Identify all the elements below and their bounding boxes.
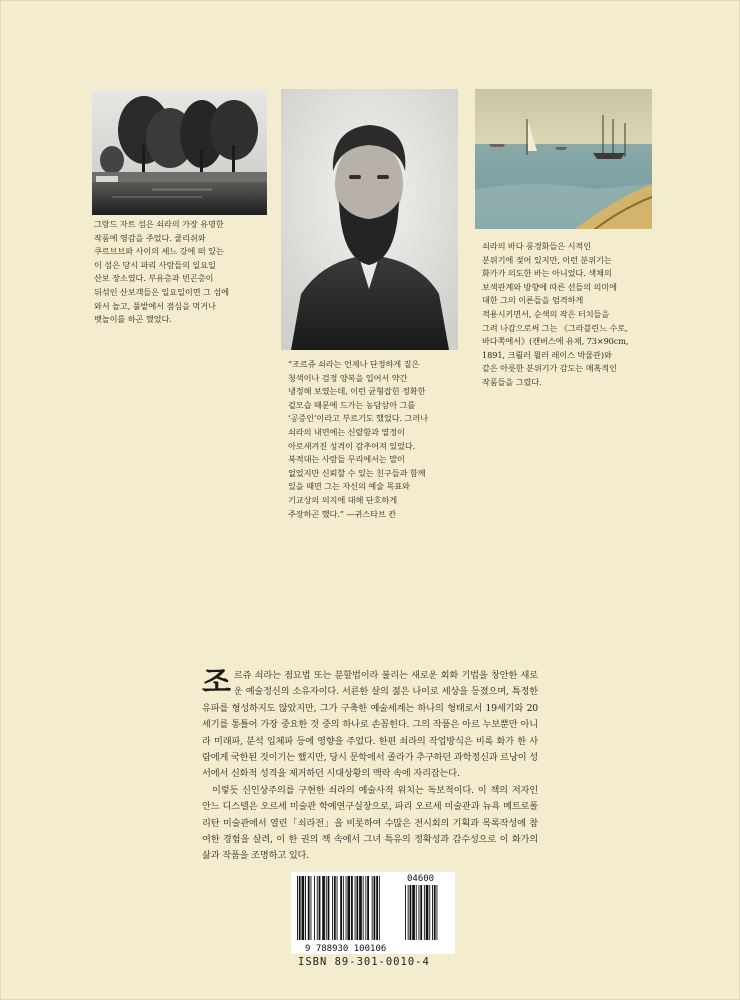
gravelines-painting xyxy=(475,89,652,229)
barcode-addon-bar xyxy=(419,885,420,940)
barcode-bar xyxy=(340,876,342,940)
barcode-image xyxy=(291,872,455,954)
barcode-bar xyxy=(299,876,301,940)
barcode-bar xyxy=(346,876,347,940)
barcode-bar xyxy=(328,876,330,940)
barcode-bar xyxy=(308,876,310,940)
description-paragraph-2: 이렇듯 신인상주의를 구현한 쇠라의 예술사적 위치는 독보적이다. 이 책의 저자인 안느 디스텔은 오르세 미술관 학예연구실장으로, 파리 오르세 미술관과 뉴욕 메트로폴리탄 미술관에서 열린「쇠라전」을 비롯하여 수많은 전시회의 기획과 목록작성에 참여한 경험을 살려, 이 한 권의 책 속에서 그녀 특유의 정확성과 감수성으로 이 화가의 삶과 작품을 조명하고 있다. xyxy=(202,784,538,862)
isbn-number: ISBN 89-301-0010-4 xyxy=(298,956,430,968)
barcode-bar xyxy=(319,876,321,940)
barcode-bar xyxy=(302,876,305,940)
dropcap: 조 xyxy=(202,665,231,700)
barcode-addon-bar xyxy=(437,885,438,940)
barcode-bar xyxy=(326,876,327,940)
caption-gravelines: 쇠라의 바다 풍경화들은 시적인 분위기에 젖어 있지만, 이런 분위기는 화가가 의도한 바는 아니었다. 색채의 보색관계와 방향에 따른 선들의 의미에 대한 그의 이론들을 엄격하게 적용시키면서, 순색의 작은 터치들을 그려 나감으로써 그는 《그라블린느 수로, 바다쪽에서》(캔버스에 유채, 73×90cm, 1891, 크뢸러 뮐러 레이스 박물관)와 같은 아릇한 분위기가 감도는 매혹적인 작품들을 그렸다. xyxy=(482,241,629,387)
barcode-addon-bar xyxy=(432,885,433,940)
barcode-bar xyxy=(334,876,336,940)
barcode-addon-bar xyxy=(405,885,406,940)
barcode-bar xyxy=(332,876,333,940)
barcode-bar xyxy=(347,876,350,940)
barcode-bar xyxy=(363,876,364,940)
barcode-bar xyxy=(374,876,376,940)
barcode-addon-bar xyxy=(408,885,409,940)
caption-seurat-quote: “조르쥬 쇠라는 언제나 단정하게 짙은 청색이나 검정 양복을 입어서 약간 냉정해 보였는데, 이런 균형잡힌 정확한 겉모습 때문에 드가는 농담삼아 그를 ‘공증인’이라고 부르기도 했었다. 그러나 쇠라의 내면에는 신랄함과 열정이 아로새겨진 성격이 감추어져 있었다. 북적대는 사람들 무리에서는 말이 없었지만 신뢰할 수 있는 친구들과 함께 있을 때면 그는 자신의 예술 목표와 기교상의 의지에 대해 단호하게 주장하곤 했다.” —귀스타브 칸 xyxy=(288,359,428,519)
barcode-bar xyxy=(372,876,373,940)
barcode-bar xyxy=(367,876,369,940)
seurat-portrait-image xyxy=(281,89,458,350)
barcode-addon-bar xyxy=(410,885,412,940)
barcode-bar xyxy=(376,876,378,940)
barcode-addon-bar xyxy=(424,885,425,940)
grande-jatte-photo xyxy=(92,90,267,215)
barcode-bar xyxy=(379,876,380,940)
seurat-portrait-photo xyxy=(281,89,458,350)
barcode-bar xyxy=(297,876,298,940)
barcode-bar xyxy=(314,876,315,940)
barcode-bar xyxy=(317,876,318,940)
barcode-addon-bar xyxy=(420,885,422,940)
barcode-addon-bar xyxy=(429,885,430,940)
caption-grande-jatte: 그랑드 자트 섬은 쇠라의 가장 유명한 작품에 영감을 주었다. 쿨리쉬와 쿠르브브와 사이의 세느 강에 떠 있는 이 섬은 당시 파리 사람들의 일요일 산보 장소였다. 부유층과 빈곤층이 뒤섞인 산보객들은 일요일이면 그 섬에 와서 놀고, 풀밭에서 점심을 먹거나 뱃놀이를 하곤 했었다. xyxy=(94,219,229,325)
description-paragraph-1: 르쥬 쇠라는 점묘법 또는 분할법이라 불리는 새로운 회화 기법을 창안한 새로운 예술정신의 소유자이다. 서른한 살의 젊은 나이로 세상을 등졌으며, 특정한 유파를 형성하지도 않았지만, 그가 구축한 예술세계는 하나의 형태로서 19세기와 20세기를 통틀어 가장 중요한 것 중의 하나로 손꼽힌다. 그의 작품은 아르 누보뿐만 아니라 미래파, 분석 입체파 등에 영향을 주었다. 한편 쇠라의 작업방식은 비록 화가 한 사람에게 국한된 것이기는 했지만, 당시 문학에서 졸라가 추구하던 과학정신과 르낭이 성서에서 신화적 성격을 제거하던 시대상황의 맥락 속에 자리잡는다. xyxy=(202,670,538,780)
book-description xyxy=(202,665,538,874)
barcode-addon-bar xyxy=(434,885,436,940)
barcode-addon-bar xyxy=(426,885,429,940)
barcode-bar xyxy=(356,876,358,940)
barcode-addon-bar xyxy=(412,885,415,940)
barcode-bar xyxy=(355,876,356,940)
barcode-bar xyxy=(311,876,312,940)
barcode-bar xyxy=(359,876,362,940)
barcode-addon-bar xyxy=(416,885,417,940)
barcode-bar xyxy=(322,876,325,940)
barcode-main-digits: 9 788930 100106 xyxy=(305,944,387,954)
barcode-bar xyxy=(365,876,366,940)
grande-jatte-image xyxy=(92,90,267,215)
barcode-bar xyxy=(337,876,338,940)
barcode-bar xyxy=(305,876,306,940)
barcode-addon-digits: 04600 xyxy=(407,874,435,884)
gravelines-painting-image xyxy=(475,89,652,229)
barcode-bar xyxy=(343,876,344,940)
barcode-bar xyxy=(351,876,353,940)
barcode xyxy=(291,872,455,954)
